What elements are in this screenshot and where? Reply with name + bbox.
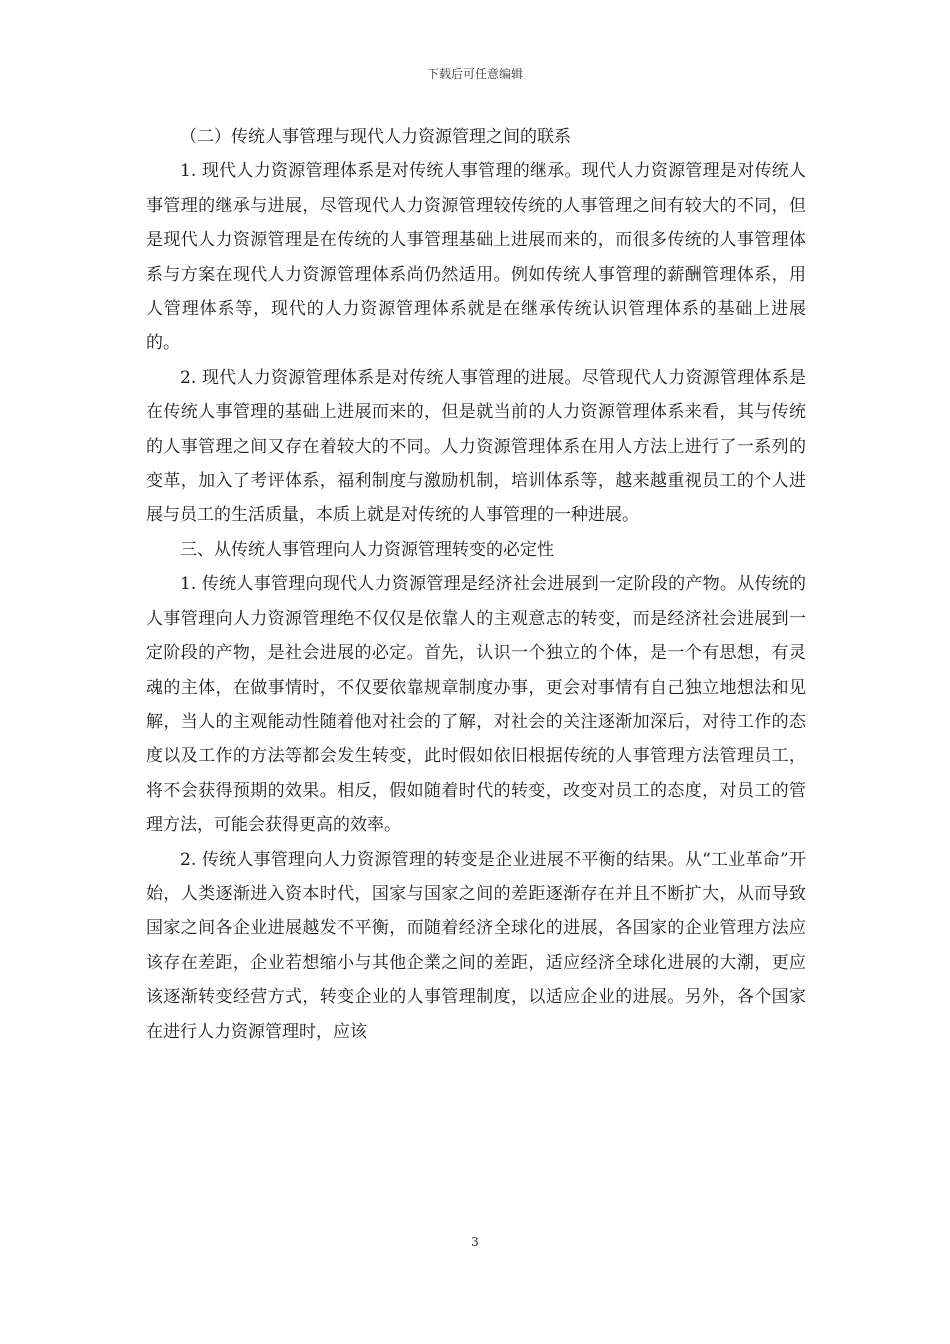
page-header: 下载后可任意编辑 (426, 67, 523, 81)
paragraph-development: 2. 现代人力资源管理体系是对传统人事管理的进展。尽管现代人力资源管理体系是在传统人事管理的基础上进展而来的，但是就当前的人力资源管理体系来看，其与传统的人事管理之间又存在着较大的不同。人力资源管理体系在用人方法上进行了一系列的变革，加入了考评体系，福利制度与激励机制，培训体系等，越来越重视员工的个人进展与员工的生活质量，本质上就是对传统的人事管理的一种进展。 (146, 367, 806, 526)
section-heading-3: 三、从传统人事管理向人力资源管理转变的必定性 (180, 539, 554, 560)
paragraph-inheritance: 1. 现代人力资源管理体系是对传统人事管理的继承。现代人力资源管理是对传统人事管理的继承与进展，尽管现代人力资源管理较传统的人事管理之间有较大的不同，但是现代人力资源管理是在传统的人事管理基础上进展而来的，而很多传统的人事管理体系与方案在现代人力资源管理体系尚仍然适用。例如传统人事管理的薪酬管理体系，用人管理体系等，现代的人力资源管理体系就是在继承传统认识管理体系的基础上进展的。 (146, 161, 806, 354)
document-body (146, 120, 806, 1049)
paragraph-uneven-development: 2. 传统人事管理向人力资源管理的转变是企业进展不平衡的结果。从“工业革命”开始，人类逐渐进入资本时代，国家与国家之间的差距逐渐存在并且不断扩大，从而导致国家之间各企业进展越发不平衡，而随着经济全球化的进展，各国家的企业管理方法应该存在差距，企业若想缩小与其他企業之间的差距，适应经济全球化进展的大潮，更应该逐渐转变经营方式，转变企业的人事管理制度，以适应企业的进展。另外，各个国家在进行人力资源管理时，应该 (146, 849, 806, 1042)
section-heading-subsection-2: （二）传统人事管理与现代人力资源管理之间的联系 (180, 127, 571, 147)
page-number: 3 (471, 1235, 479, 1249)
paragraph-economic-stage: 1. 传统人事管理向现代人力资源管理是经济社会进展到一定阶段的产物。从传统的人事管理向人力资源管理绝不仅仅是依靠人的主观意志的转变，而是经济社会进展到一定阶段的产物，是社会进展的必定。首先，认识一个独立的个体，是一个有思想，有灵魂的主体，在做事情时，不仅要依靠规章制度办事，更会对事情有自己独立地想法和见解，当人的主观能动性随着他对社会的了解，对社会的关注逐渐加深后，对待工作的态度以及工作的方法等都会发生转变，此时假如依旧根据传统的人事管理方法管理员工，将不会获得预期的效果。相反，假如随着时代的转变，改变对员工的态度，对员工的管理方法，可能会获得更高的效率。 (146, 574, 806, 836)
